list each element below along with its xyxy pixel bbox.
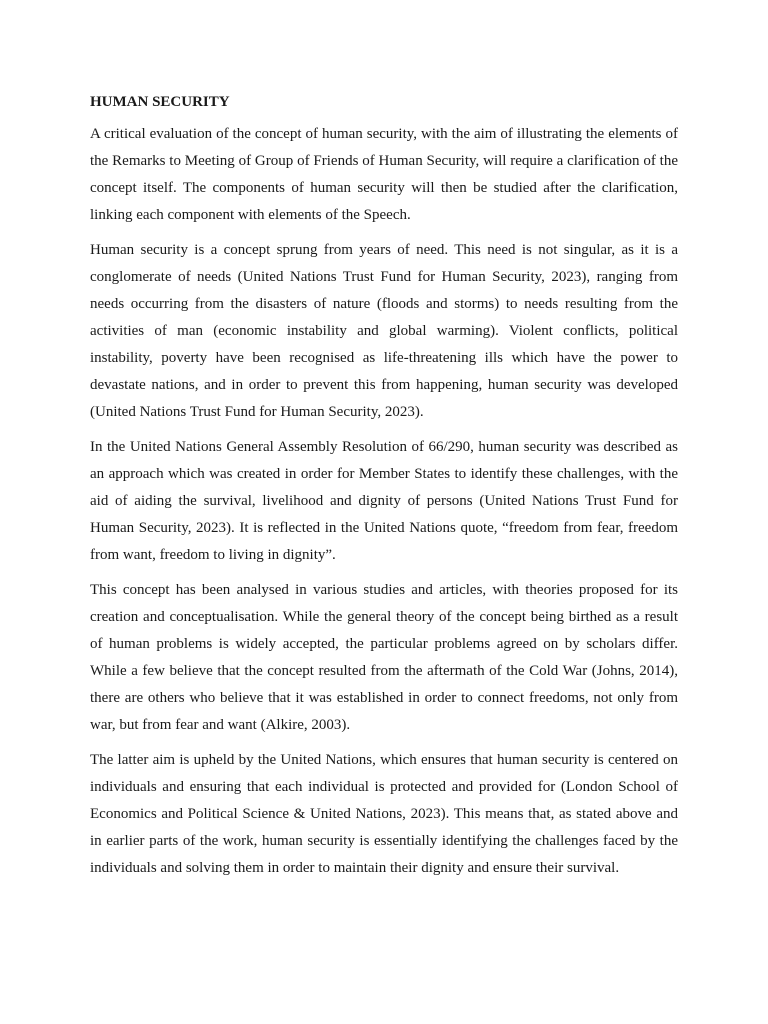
document-body	[90, 92, 678, 890]
paragraph-un-aim: The latter aim is upheld by the United Nations, which ensures that human security is centered on individuals and ensuring that each individual is protected and provided for (London School of Economics and Political Science & United Nations, 2023). This means that, as stated above and in earlier parts of the work, human security is essentially identifying the challenges faced by the individuals and solving them in order to maintain their dignity and ensure their survival.	[90, 752, 678, 876]
paragraph-origins: Human security is a concept sprung from years of need. This need is not singular, as it is a conglomerate of needs (United Nations Trust Fund for Human Security, 2023), ranging from needs occurring from the disasters of nature (floods and storms) to needs resulting from the activities of man (economic instability and global warming). Violent conflicts, political instability, poverty have been recognised as life-threatening ills which have the power to devastate nations, and in order to prevent this from happening, human security was developed (United Nations Trust Fund for Human Security, 2023).	[90, 242, 678, 420]
document-heading: HUMAN SECURITY	[90, 94, 230, 110]
paragraph-theories: This concept has been analysed in various studies and articles, with theories proposed for its creation and conceptualisation. While the general theory of the concept being birthed as a result of human problems is widely accepted, the particular problems agreed on by scholars differ. While a few believe that the concept resulted from the aftermath of the Cold War (Johns, 2014), there are others who believe that it was established in order to connect freedoms, not only from war, but from fear and want (Alkire, 2003).	[90, 582, 678, 733]
paragraph-un-resolution: In the United Nations General Assembly Resolution of 66/290, human security was described as an approach which was created in order for Member States to identify these challenges, with the aid of aiding the survival, livelihood and dignity of persons (United Nations Trust Fund for Human Security, 2023). It is reflected in the United Nations quote, “freedom from fear, freedom from want, freedom to living in dignity”.	[90, 439, 678, 563]
paragraph-intro: A critical evaluation of the concept of human security, with the aim of illustrating the elements of the Remarks to Meeting of Group of Friends of Human Security, will require a clarification of the concept itself. The components of human security will then be studied after the clarification, linking each component with elements of the Speech.	[90, 126, 678, 223]
